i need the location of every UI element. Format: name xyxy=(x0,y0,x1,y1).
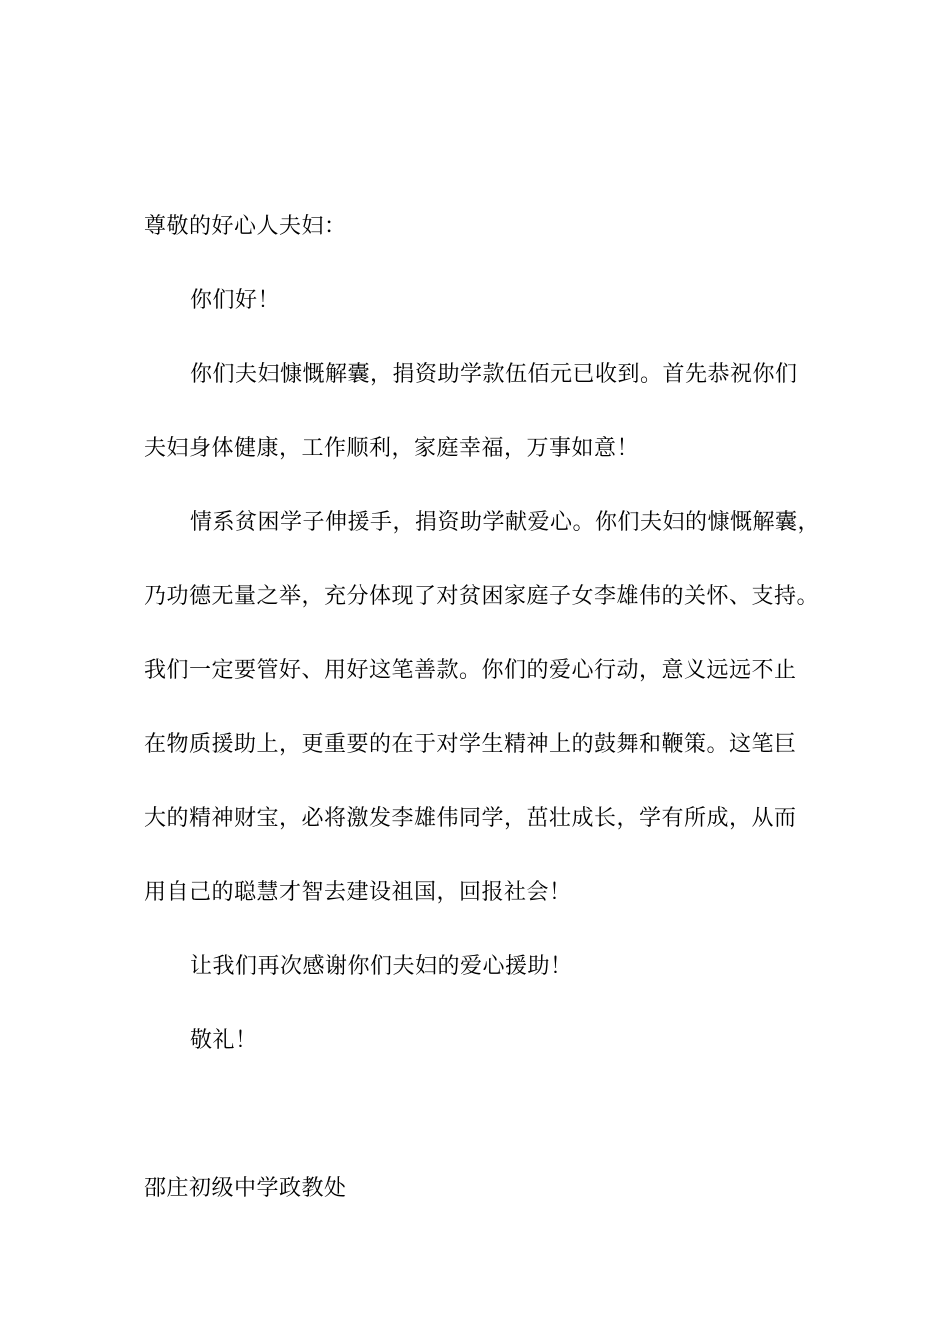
closing-line: 敬礼！ xyxy=(190,1028,258,1053)
greeting: 你们好！ xyxy=(190,288,281,313)
paragraph2-line5: 大的精神财宝，必将激发李雄伟同学，茁壮成长，学有所成，从而 xyxy=(144,806,797,831)
salutation: 尊敬的好心人夫妇： xyxy=(144,214,347,239)
thanks-line: 让我们再次感谢你们夫妇的爱心援助！ xyxy=(190,954,573,979)
paragraph2-line2: 乃功德无量之举，充分体现了对贫困家庭子女李雄伟的关怀、支持。 xyxy=(144,584,820,609)
signature: 邵庄初级中学政教处 xyxy=(144,1176,347,1201)
paragraph2-line1: 情系贫困学子伸援手，捐资助学献爱心。你们夫妇的慷慨解囊， xyxy=(190,510,821,535)
paragraph1-line1: 你们夫妇慷慨解囊，捐资助学款伍佰元已收到。首先恭祝你们 xyxy=(190,362,798,387)
paragraph2-line6: 用自己的聪慧才智去建设祖国，回报社会！ xyxy=(144,880,572,905)
paragraph2-line4: 在物质援助上，更重要的在于对学生精神上的鼓舞和鞭策。这笔巨 xyxy=(144,732,797,757)
paragraph1-line2: 夫妇身体健康，工作顺利，家庭幸福，万事如意！ xyxy=(144,436,640,461)
paragraph2-line3: 我们一定要管好、用好这笔善款。你们的爱心行动，意义远远不止 xyxy=(144,658,797,683)
